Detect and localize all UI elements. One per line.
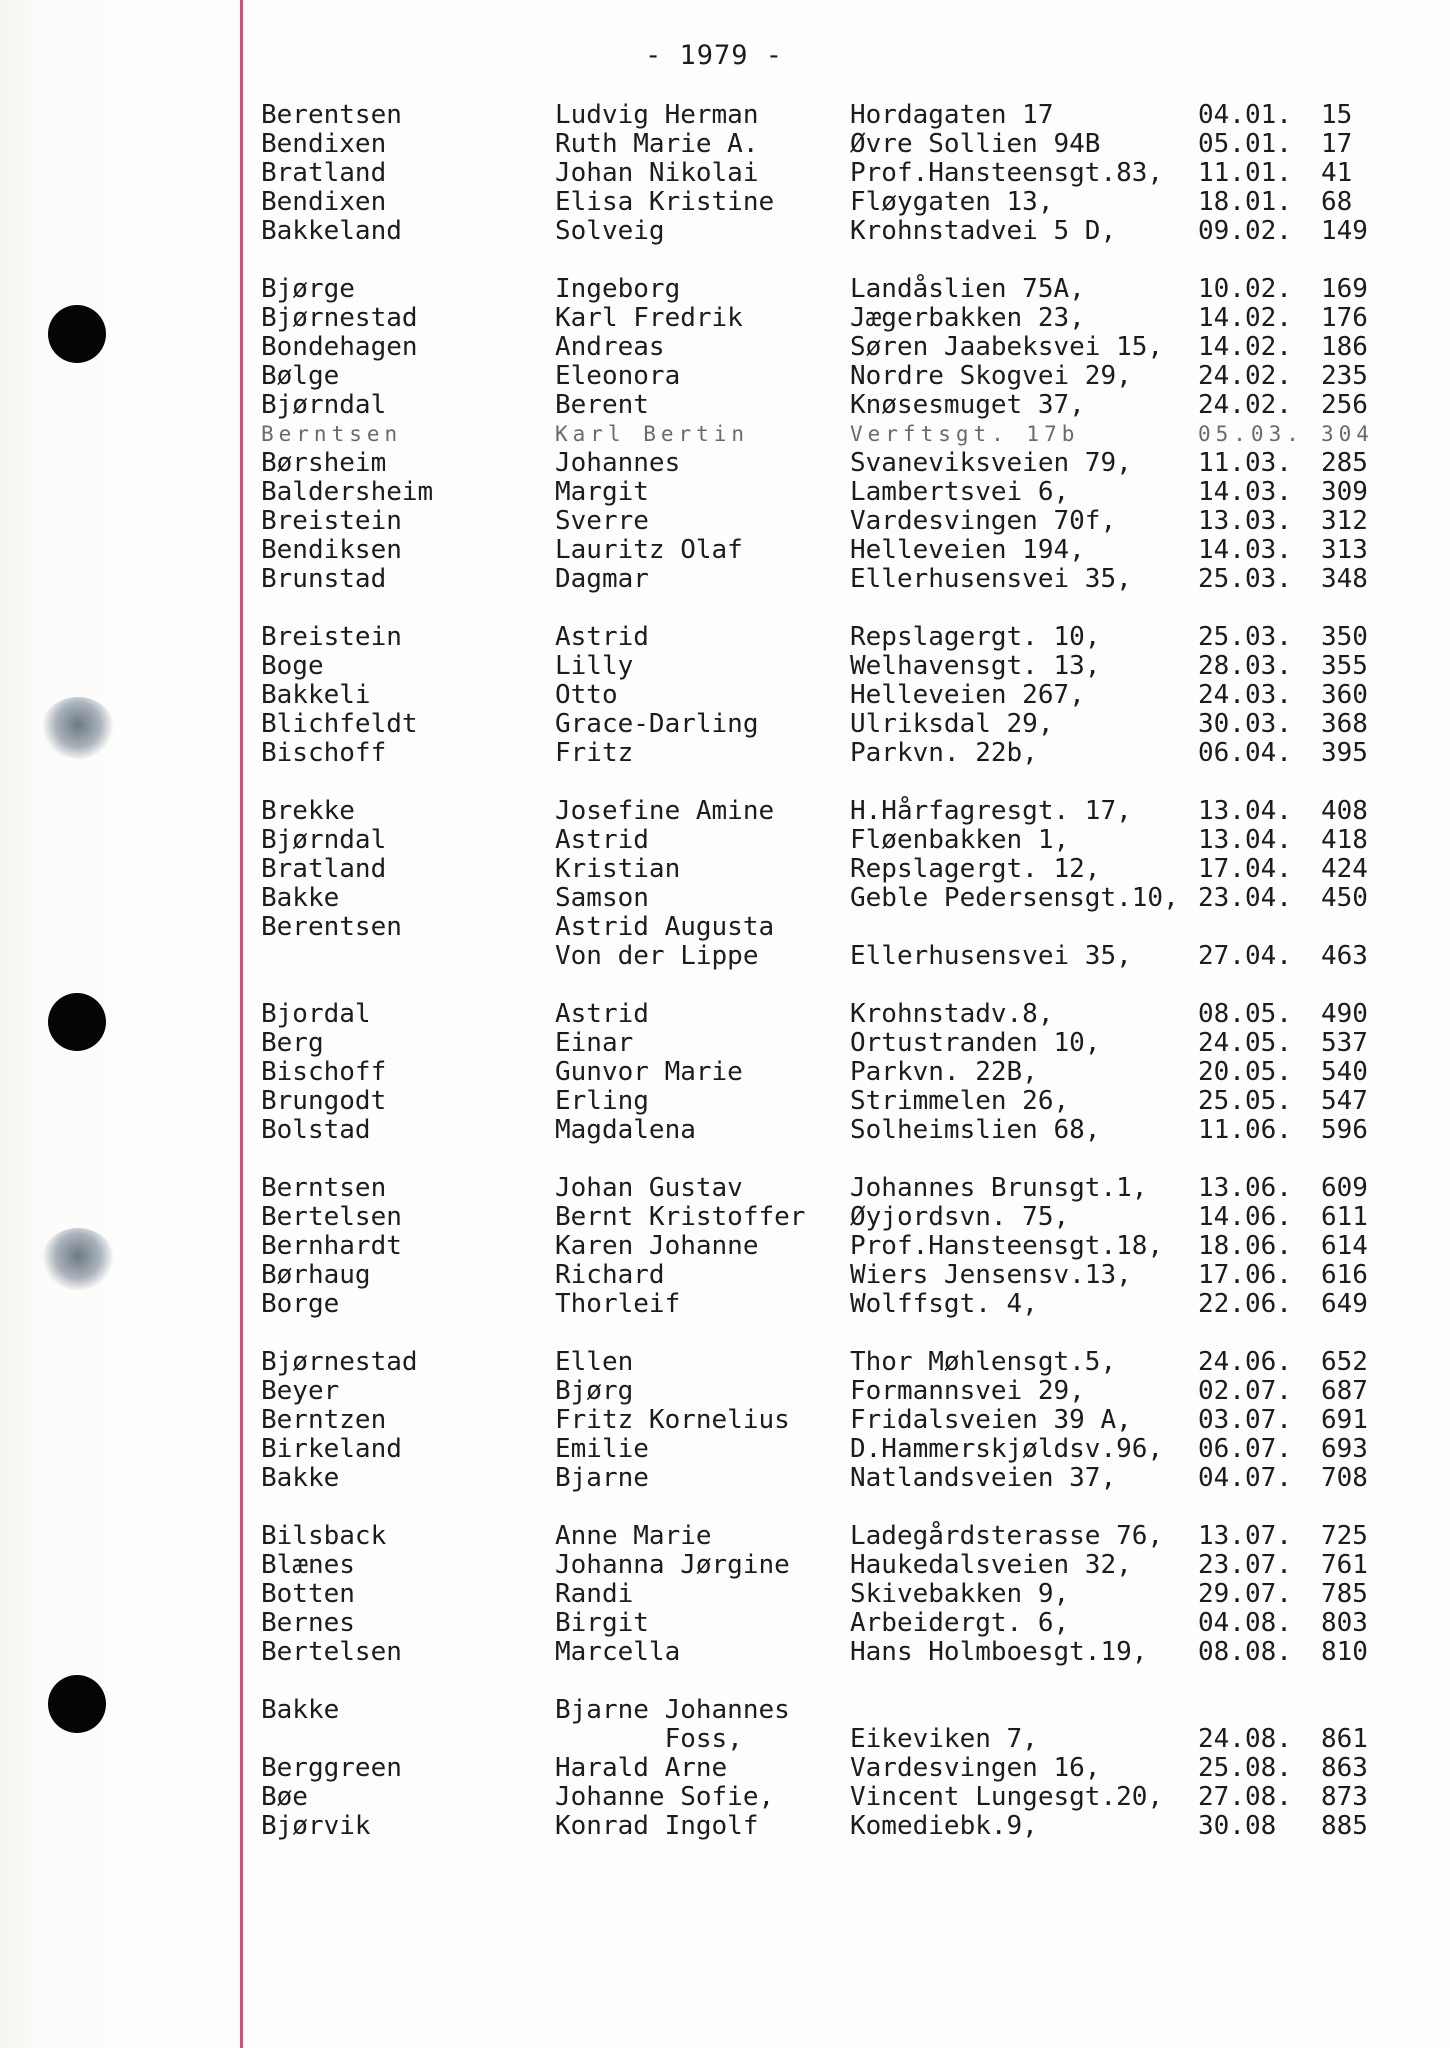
entry-date: 14.02. <box>1198 332 1292 362</box>
entry-address: Fridalsveien 39 A, <box>850 1405 1132 1435</box>
entry-date: 11.01. <box>1198 158 1292 188</box>
entry-date: 22.06. <box>1198 1289 1292 1319</box>
entry-date: 24.03. <box>1198 680 1292 710</box>
entry-given: Johanna Jørgine <box>555 1550 790 1580</box>
entry-surname: Berntzen <box>261 1405 387 1435</box>
entry-date: 13.07. <box>1198 1521 1292 1551</box>
entry-given: Anne Marie <box>555 1521 712 1551</box>
entry-date: 23.07. <box>1198 1550 1292 1580</box>
entry-address: Helleveien 267, <box>850 680 1085 710</box>
entry-date: 04.01. <box>1198 100 1292 130</box>
entry-given: Konrad Ingolf <box>555 1811 759 1841</box>
entry-address: Komediebk.9, <box>850 1811 1038 1841</box>
entry-given: Marcella <box>555 1637 681 1667</box>
entry-surname: Borge <box>261 1289 340 1319</box>
punch-hole <box>48 305 106 363</box>
entry-date: 18.06. <box>1198 1231 1292 1261</box>
entry-given: Bjarne <box>555 1463 649 1493</box>
entry-address: Landåslien 75A, <box>850 274 1085 304</box>
entry-date: 18.01. <box>1198 187 1292 217</box>
entry-date: 13.03. <box>1198 506 1292 536</box>
entry-address: Prof.Hansteensgt.83, <box>850 158 1164 188</box>
entry-surname: Bakkeli <box>261 680 371 710</box>
entry-number: 708 <box>1321 1463 1368 1493</box>
entry-number: 810 <box>1321 1637 1368 1667</box>
entry-surname: Breistein <box>261 622 402 652</box>
entry-date: 14.03. <box>1198 535 1292 565</box>
entry-given: Astrid Augusta <box>555 912 775 942</box>
entry-address: Ellerhusensvei 35, <box>850 941 1132 971</box>
punch-hole <box>48 993 106 1051</box>
entry-number: 687 <box>1321 1376 1368 1406</box>
entry-number: 15 <box>1321 100 1353 130</box>
entry-given: Dagmar <box>555 564 649 594</box>
entry-number: 547 <box>1321 1086 1368 1116</box>
entry-number: 313 <box>1321 535 1368 565</box>
entry-surname: Bernhardt <box>261 1231 402 1261</box>
entry-given: Johannes <box>555 448 681 478</box>
entry-address: Parkvn. 22B, <box>850 1057 1038 1087</box>
entry-number: 41 <box>1321 158 1353 188</box>
entry-given: Magdalena <box>555 1115 696 1145</box>
entry-surname: Blichfeldt <box>261 709 418 739</box>
entry-address: Natlandsveien 37, <box>850 1463 1117 1493</box>
entry-address: Strimmelen 26, <box>850 1086 1070 1116</box>
entry-surname: Blænes <box>261 1550 355 1580</box>
entry-number: 691 <box>1321 1405 1368 1435</box>
entry-given: Bjarne Johannes <box>555 1695 790 1725</box>
entry-given: Eleonora <box>555 361 681 391</box>
entry-given: Karl Fredrik <box>555 303 743 333</box>
entry-surname: Bjørvik <box>261 1811 371 1841</box>
entry-address: Krohnstadvei 5 D, <box>850 216 1117 246</box>
entry-address: Nordre Skogvei 29, <box>850 361 1132 391</box>
entry-date: 25.08. <box>1198 1753 1292 1783</box>
entry-given: Karen Johanne <box>555 1231 759 1261</box>
entry-date: 27.04. <box>1198 941 1292 971</box>
entry-given: Johan Gustav <box>555 1173 743 1203</box>
entry-surname: Bondehagen <box>261 332 418 362</box>
entry-number: 490 <box>1321 999 1368 1029</box>
entry-date: 02.07. <box>1198 1376 1292 1406</box>
entry-number: 596 <box>1321 1115 1368 1145</box>
entry-surname: Baldersheim <box>261 477 434 507</box>
entry-given: Andreas <box>555 332 665 362</box>
entry-given: Berent <box>555 390 649 420</box>
entry-given: Einar <box>555 1028 634 1058</box>
entry-surname: Bakke <box>261 883 340 913</box>
entry-given: Karl Bertin <box>555 422 750 446</box>
entry-given: Ingeborg <box>555 274 681 304</box>
entry-surname: Bjørndal <box>261 825 387 855</box>
entry-given: Harald Arne <box>555 1753 728 1783</box>
entry-address: D.Hammerskjøldsv.96, <box>850 1434 1164 1464</box>
entry-number: 186 <box>1321 332 1368 362</box>
entry-given: Johan Nikolai <box>555 158 759 188</box>
entry-number: 463 <box>1321 941 1368 971</box>
entry-number: 725 <box>1321 1521 1368 1551</box>
entry-surname: Brunstad <box>261 564 387 594</box>
entry-surname: Bakkeland <box>261 216 402 246</box>
entry-address: Wolffsgt. 4, <box>850 1289 1038 1319</box>
entry-surname: Bjørnestad <box>261 1347 418 1377</box>
entry-number: 17 <box>1321 129 1353 159</box>
entry-surname: Berntsen <box>261 422 403 446</box>
entry-number: 424 <box>1321 854 1368 884</box>
entry-given: Solveig <box>555 216 665 246</box>
entry-address: Thor Møhlensgt.5, <box>850 1347 1117 1377</box>
entry-number: 450 <box>1321 883 1368 913</box>
entry-surname: Boge <box>261 651 324 681</box>
entry-number: 169 <box>1321 274 1368 304</box>
entry-number: 885 <box>1321 1811 1368 1841</box>
entry-address: Vincent Lungesgt.20, <box>850 1782 1164 1812</box>
entry-date: 25.03. <box>1198 564 1292 594</box>
entry-address: H.Hårfagresgt. 17, <box>850 796 1132 826</box>
entry-date: 14.02. <box>1198 303 1292 333</box>
entry-surname: Bolstad <box>261 1115 371 1145</box>
entry-address: Formannsvei 29, <box>850 1376 1085 1406</box>
entry-number: 408 <box>1321 796 1368 826</box>
entry-surname: Bilsback <box>261 1521 387 1551</box>
entry-number: 785 <box>1321 1579 1368 1609</box>
entry-number: 149 <box>1321 216 1368 246</box>
entry-address: Svaneviksveien 79, <box>850 448 1132 478</box>
entry-number: 304 <box>1321 422 1374 446</box>
entry-address: Helleveien 194, <box>850 535 1085 565</box>
entry-date: 23.04. <box>1198 883 1292 913</box>
entry-given: Thorleif <box>555 1289 681 1319</box>
entry-address: Øyjordsvn. 75, <box>850 1202 1070 1232</box>
entry-surname: Bischoff <box>261 1057 387 1087</box>
entry-surname: Bertelsen <box>261 1637 402 1667</box>
entry-given: Fritz <box>555 738 634 768</box>
entry-number: 360 <box>1321 680 1368 710</box>
entry-given: Richard <box>555 1260 665 1290</box>
entry-number: 235 <box>1321 361 1368 391</box>
entry-address: Johannes Brunsgt.1, <box>850 1173 1148 1203</box>
entry-date: 11.03. <box>1198 448 1292 478</box>
entry-number: 693 <box>1321 1434 1368 1464</box>
entry-surname: Bischoff <box>261 738 387 768</box>
entry-given: Josefine Amine <box>555 796 775 826</box>
entry-surname: Brungodt <box>261 1086 387 1116</box>
entry-address: Ladegårdsterasse 76, <box>850 1521 1164 1551</box>
entry-given: Astrid <box>555 825 649 855</box>
entry-number: 176 <box>1321 303 1368 333</box>
entry-date: 28.03. <box>1198 651 1292 681</box>
entry-given: Samson <box>555 883 649 913</box>
punch-hole-patch <box>42 697 114 759</box>
entry-number: 368 <box>1321 709 1368 739</box>
entry-given: Johanne Sofie, <box>555 1782 775 1812</box>
entry-number: 649 <box>1321 1289 1368 1319</box>
entry-date: 06.07. <box>1198 1434 1292 1464</box>
entry-address: Ulriksdal 29, <box>850 709 1054 739</box>
entry-date: 17.06. <box>1198 1260 1292 1290</box>
entry-address: Vardesvingen 16, <box>850 1753 1101 1783</box>
entry-number: 863 <box>1321 1753 1368 1783</box>
entry-date: 04.08. <box>1198 1608 1292 1638</box>
entry-given: Bjørg <box>555 1376 634 1406</box>
entry-given: Birgit <box>555 1608 649 1638</box>
entry-given: Margit <box>555 477 649 507</box>
entry-address: Ellerhusensvei 35, <box>850 564 1132 594</box>
punch-hole <box>48 1675 106 1733</box>
entry-date: 13.04. <box>1198 796 1292 826</box>
entry-date: 17.04. <box>1198 854 1292 884</box>
entry-address: Søren Jaabeksvei 15, <box>850 332 1164 362</box>
entry-address: Prof.Hansteensgt.18, <box>850 1231 1164 1261</box>
entry-date: 25.05. <box>1198 1086 1292 1116</box>
entry-surname: Bøe <box>261 1782 308 1812</box>
entry-given: Astrid <box>555 999 649 1029</box>
entry-date: 14.03. <box>1198 477 1292 507</box>
margin-rule <box>240 0 243 2048</box>
entry-number: 68 <box>1321 187 1353 217</box>
entry-address: Skivebakken 9, <box>850 1579 1070 1609</box>
entry-given: Astrid <box>555 622 649 652</box>
entry-surname: Beyer <box>261 1376 340 1406</box>
entry-surname: Berentsen <box>261 100 402 130</box>
entry-address: Repslagergt. 10, <box>850 622 1101 652</box>
entry-number: 873 <box>1321 1782 1368 1812</box>
entry-date: 05.01. <box>1198 129 1292 159</box>
entry-surname: Bjørge <box>261 274 355 304</box>
entry-given: Gunvor Marie <box>555 1057 743 1087</box>
entry-given: Ludvig Herman <box>555 100 759 130</box>
entry-surname: Bendixen <box>261 187 387 217</box>
entry-surname: Berg <box>261 1028 324 1058</box>
entry-date: 04.07. <box>1198 1463 1292 1493</box>
punch-hole-patch <box>42 1228 114 1290</box>
entry-number: 355 <box>1321 651 1368 681</box>
entry-date: 05.03. <box>1198 422 1304 446</box>
entry-number: 350 <box>1321 622 1368 652</box>
entry-given: Randi <box>555 1579 634 1609</box>
entry-number: 616 <box>1321 1260 1368 1290</box>
entry-given: Sverre <box>555 506 649 536</box>
entry-date: 10.02. <box>1198 274 1292 304</box>
entry-given: Foss, <box>555 1724 743 1754</box>
entry-date: 29.07. <box>1198 1579 1292 1609</box>
entry-address: Hordagaten 17 <box>850 100 1054 130</box>
entry-date: 24.05. <box>1198 1028 1292 1058</box>
entry-surname: Bendiksen <box>261 535 402 565</box>
entry-date: 11.06. <box>1198 1115 1292 1145</box>
entry-address: Geble Pedersensgt.10, <box>850 883 1179 913</box>
entry-number: 803 <box>1321 1608 1368 1638</box>
entry-date: 24.08. <box>1198 1724 1292 1754</box>
entry-date: 30.08 <box>1198 1811 1277 1841</box>
entry-number: 348 <box>1321 564 1368 594</box>
entry-address: Parkvn. 22b, <box>850 738 1038 768</box>
entry-surname: Bjordal <box>261 999 371 1029</box>
entry-surname: Børhaug <box>261 1260 371 1290</box>
entry-number: 256 <box>1321 390 1368 420</box>
entry-surname: Bernes <box>261 1608 355 1638</box>
entry-date: 24.02. <box>1198 390 1292 420</box>
entry-date: 08.08. <box>1198 1637 1292 1667</box>
entry-given: Von der Lippe <box>555 941 759 971</box>
entry-date: 20.05. <box>1198 1057 1292 1087</box>
entry-surname: Bakke <box>261 1463 340 1493</box>
entry-number: 540 <box>1321 1057 1368 1087</box>
entry-number: 761 <box>1321 1550 1368 1580</box>
entry-surname: Brekke <box>261 796 355 826</box>
entry-surname: Birkeland <box>261 1434 402 1464</box>
entry-number: 652 <box>1321 1347 1368 1377</box>
entry-number: 537 <box>1321 1028 1368 1058</box>
entry-address: Ortustranden 10, <box>850 1028 1101 1058</box>
entry-date: 06.04. <box>1198 738 1292 768</box>
entry-date: 13.04. <box>1198 825 1292 855</box>
entry-address: Eikeviken 7, <box>850 1724 1038 1754</box>
entry-surname: Børsheim <box>261 448 387 478</box>
entry-surname: Breistein <box>261 506 402 536</box>
page-title: - 1979 - <box>645 40 784 71</box>
entry-address: Hans Holmboesgt.19, <box>850 1637 1148 1667</box>
entry-address: Arbeidergt. 6, <box>850 1608 1070 1638</box>
entry-surname: Bertelsen <box>261 1202 402 1232</box>
entry-surname: Berggreen <box>261 1753 402 1783</box>
entry-given: Elisa Kristine <box>555 187 775 217</box>
entry-surname: Bjørnestad <box>261 303 418 333</box>
entry-address: Welhavensgt. 13, <box>850 651 1101 681</box>
entry-address: Solheimslien 68, <box>850 1115 1101 1145</box>
entry-address: Jægerbakken 23, <box>850 303 1085 333</box>
entry-surname: Berntsen <box>261 1173 387 1203</box>
entry-given: Ruth Marie A. <box>555 129 759 159</box>
entry-given: Lauritz Olaf <box>555 535 743 565</box>
entry-surname: Bølge <box>261 361 340 391</box>
entry-given: Ellen <box>555 1347 634 1377</box>
entry-given: Erling <box>555 1086 649 1116</box>
entry-address: Haukedalsveien 32, <box>850 1550 1132 1580</box>
entry-date: 14.06. <box>1198 1202 1292 1232</box>
entry-date: 25.03. <box>1198 622 1292 652</box>
entry-address: Knøsesmuget 37, <box>850 390 1085 420</box>
entry-date: 30.03. <box>1198 709 1292 739</box>
entry-date: 03.07. <box>1198 1405 1292 1435</box>
entry-surname: Bakke <box>261 1695 340 1725</box>
entry-given: Fritz Kornelius <box>555 1405 790 1435</box>
entry-date: 24.06. <box>1198 1347 1292 1377</box>
entry-number: 611 <box>1321 1202 1368 1232</box>
entry-address: Vardesvingen 70f, <box>850 506 1117 536</box>
entry-given: Bernt Kristoffer <box>555 1202 806 1232</box>
entry-surname: Botten <box>261 1579 355 1609</box>
entry-address: Verftsgt. 17b <box>850 422 1080 446</box>
entry-number: 609 <box>1321 1173 1368 1203</box>
entry-number: 861 <box>1321 1724 1368 1754</box>
entry-number: 285 <box>1321 448 1368 478</box>
entry-address: Krohnstadv.8, <box>850 999 1054 1029</box>
entry-given: Otto <box>555 680 618 710</box>
entry-address: Fløygaten 13, <box>850 187 1054 217</box>
entry-number: 614 <box>1321 1231 1368 1261</box>
entry-surname: Berentsen <box>261 912 402 942</box>
entry-number: 418 <box>1321 825 1368 855</box>
entry-date: 08.05. <box>1198 999 1292 1029</box>
entry-date: 24.02. <box>1198 361 1292 391</box>
entry-surname: Bratland <box>261 158 387 188</box>
entry-number: 312 <box>1321 506 1368 536</box>
entry-given: Kristian <box>555 854 681 884</box>
entry-given: Lilly <box>555 651 634 681</box>
entry-surname: Bendixen <box>261 129 387 159</box>
entry-number: 395 <box>1321 738 1368 768</box>
entry-date: 13.06. <box>1198 1173 1292 1203</box>
entry-surname: Bratland <box>261 854 387 884</box>
entry-given: Grace-Darling <box>555 709 759 739</box>
entry-date: 09.02. <box>1198 216 1292 246</box>
entry-given: Emilie <box>555 1434 649 1464</box>
entry-surname: Bjørndal <box>261 390 387 420</box>
entry-address: Øvre Sollien 94B <box>850 129 1101 159</box>
entry-address: Lambertsvei 6, <box>850 477 1070 507</box>
entry-date: 27.08. <box>1198 1782 1292 1812</box>
entry-address: Wiers Jensensv.13, <box>850 1260 1132 1290</box>
entry-address: Fløenbakken 1, <box>850 825 1070 855</box>
entry-number: 309 <box>1321 477 1368 507</box>
entry-address: Repslagergt. 12, <box>850 854 1101 884</box>
